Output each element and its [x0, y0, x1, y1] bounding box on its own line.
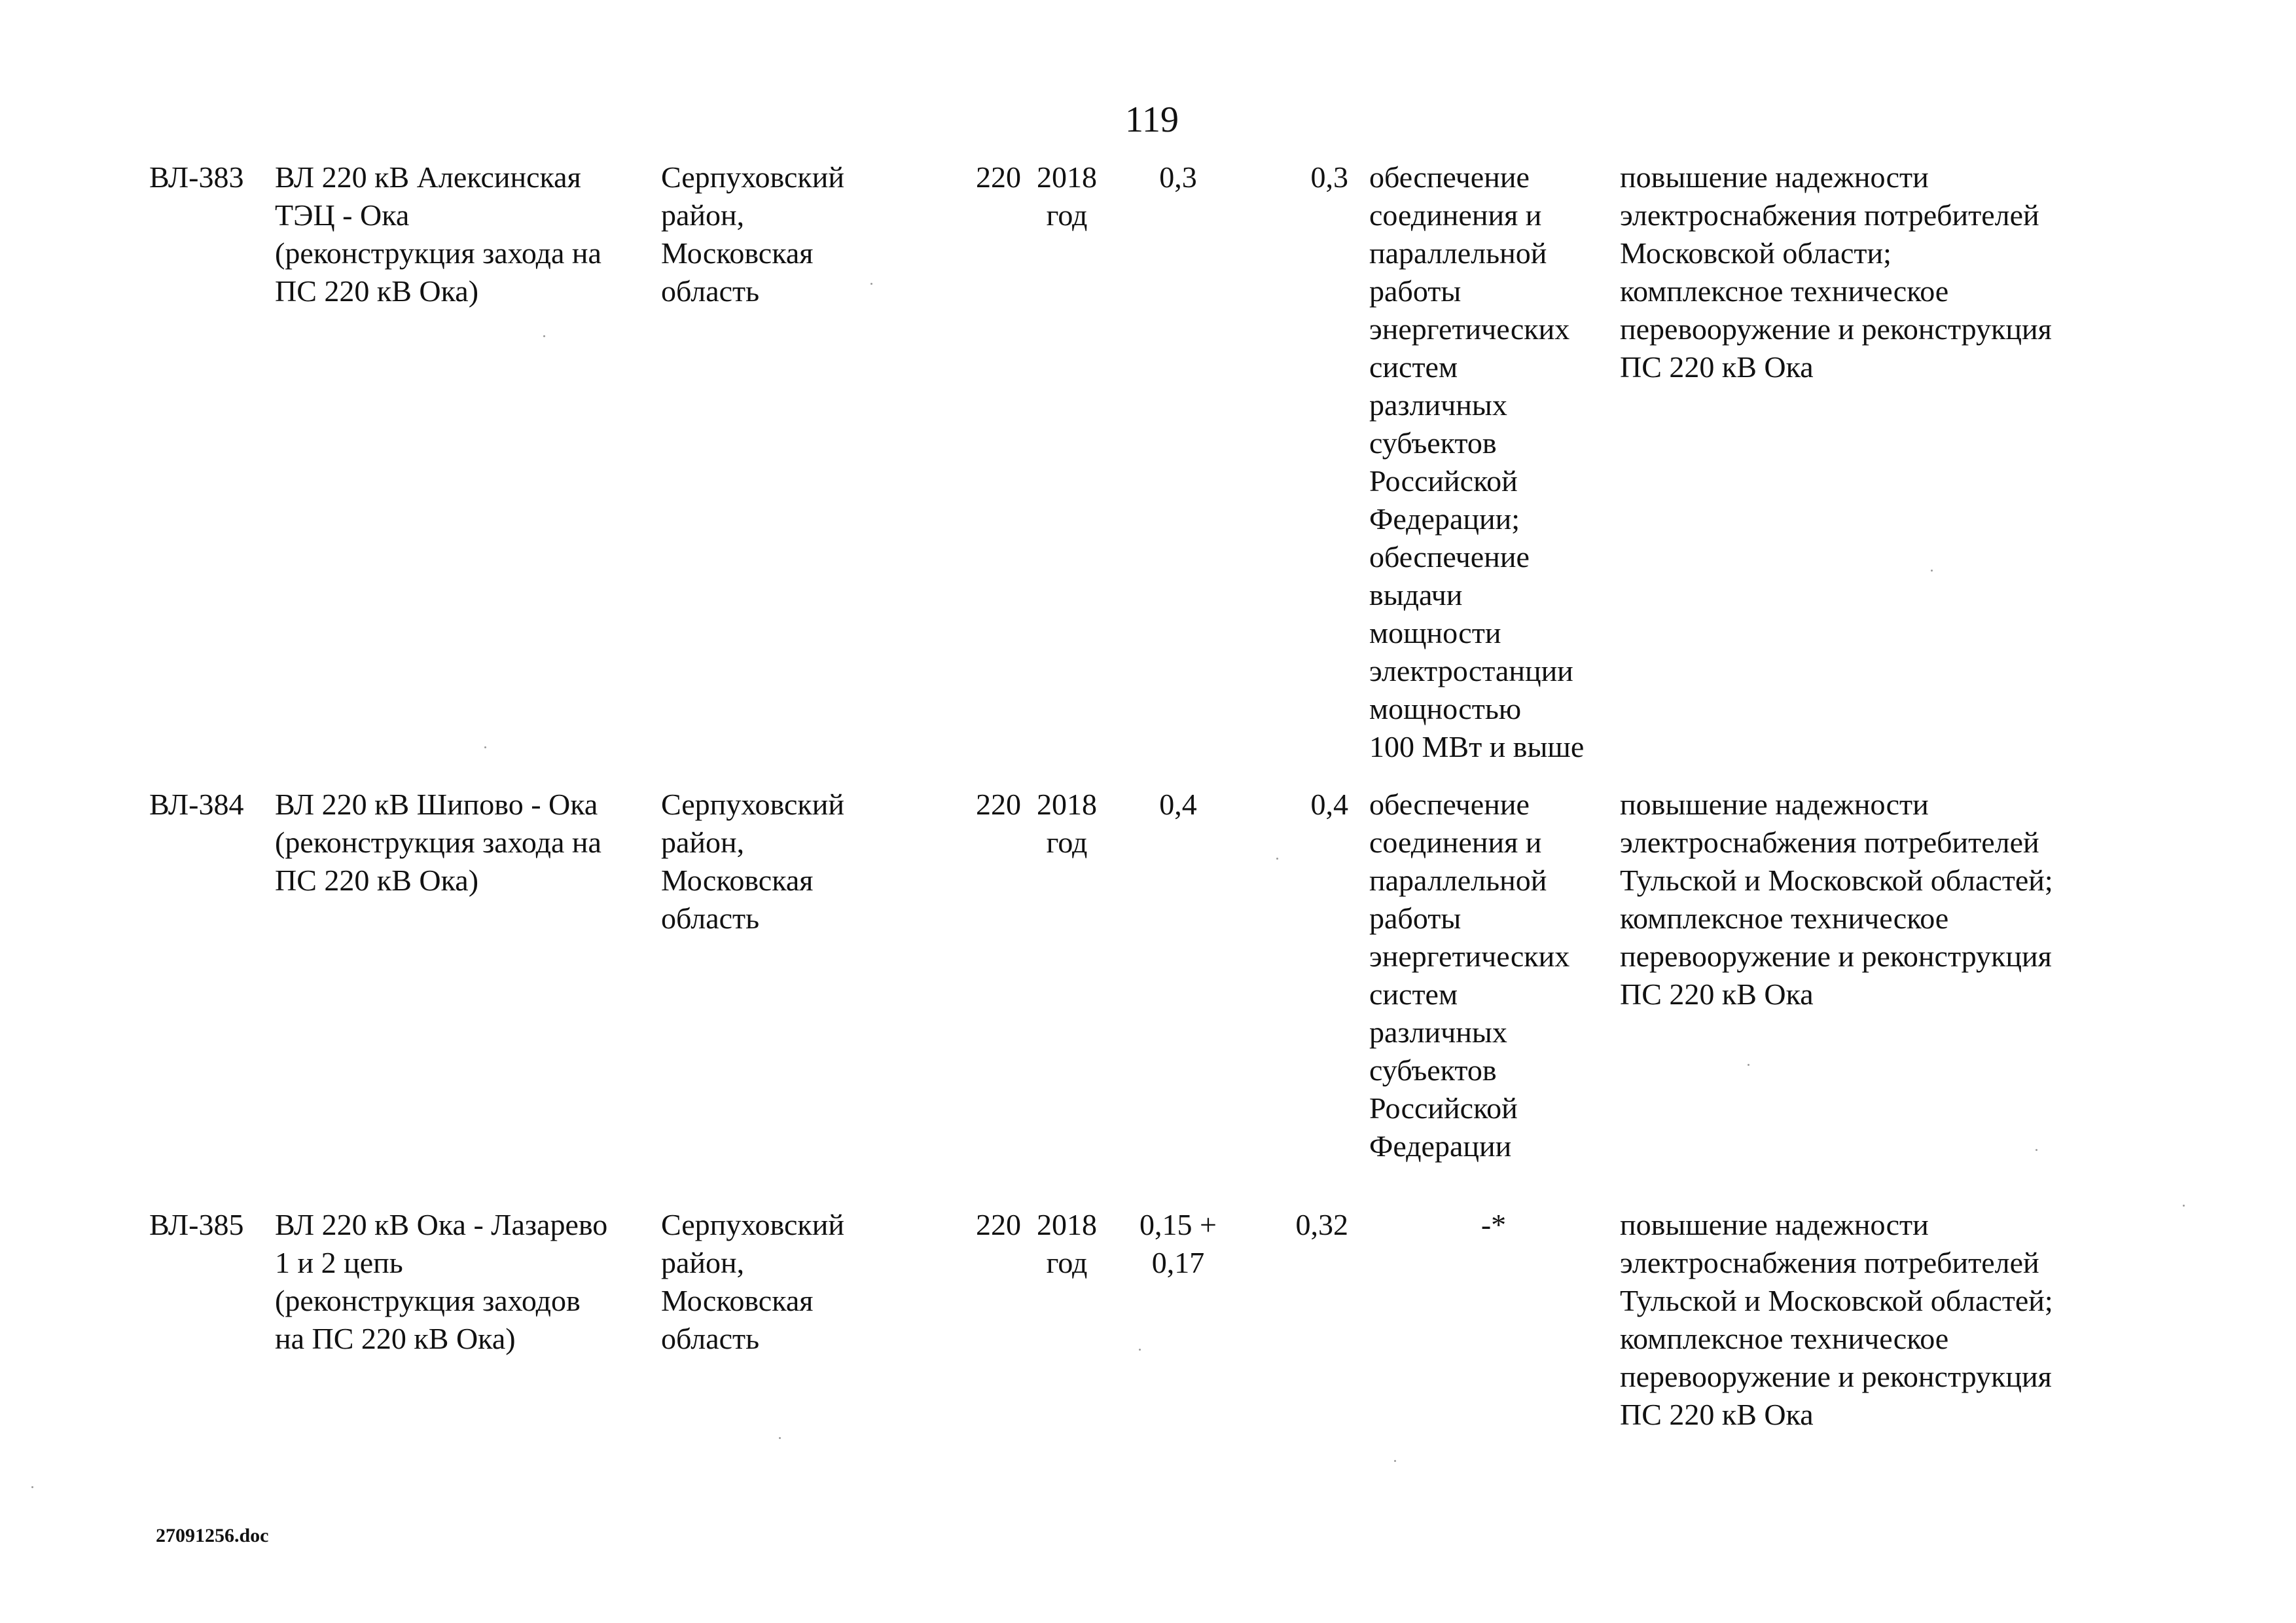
line-voltage: 220	[976, 788, 1021, 821]
scan-speck	[1276, 858, 1278, 860]
page-number: 119	[1125, 100, 1179, 140]
scan-speck	[31, 1486, 33, 1488]
line-code: ВЛ-383	[149, 160, 244, 194]
line-location: Серпуховский район, Московская область	[661, 788, 844, 935]
line-name: ВЛ 220 кВ Шипово - Ока (реконструкция захода на ПС 220 кВ Ока)	[275, 788, 601, 897]
line-purpose: -*	[1480, 1208, 1507, 1241]
line-voltage: 220	[976, 1208, 1021, 1241]
line-purpose: обеспечение соединения и параллельной работы энергетических систем различных субъектов Российской Федерации	[1369, 788, 1570, 1163]
line-length: 0,15 + 0,17	[1139, 1208, 1217, 1279]
line-length: 0,4	[1159, 788, 1197, 821]
scan-speck	[2183, 1205, 2185, 1207]
line-year: 2018 год	[1037, 788, 1097, 859]
line-total-length: 0,4	[1310, 788, 1348, 821]
line-purpose: обеспечение соединения и параллельной работы энергетических систем различных субъектов Российской Федерации; обеспечение выдачи мощности электростанции мощностью 100 МВт и выше	[1369, 160, 1585, 763]
scan-speck	[2036, 1149, 2037, 1151]
scan-speck	[1748, 1064, 1749, 1066]
file-name: 27091256.doc	[156, 1525, 269, 1546]
scan-speck	[779, 1437, 781, 1439]
line-goal: повышение надежности электроснабжения потребителей Московской области; комплексное техническое перевооружение и реконструкция ПС 220 кВ Ока	[1620, 160, 2052, 384]
line-goal: повышение надежности электроснабжения потребителей Тульской и Московской областей; комплексное техническое перевооружение и реконструкция ПС 220 кВ Ока	[1620, 1208, 2053, 1431]
scan-speck	[870, 283, 872, 285]
line-length: 0,3	[1159, 160, 1197, 194]
line-location: Серпуховский район, Московская область	[661, 160, 844, 308]
line-year: 2018 год	[1037, 160, 1097, 232]
line-total-length: 0,3	[1310, 160, 1348, 194]
scan-speck	[1931, 570, 1933, 572]
line-total-length: 0,32	[1295, 1208, 1348, 1241]
line-goal: повышение надежности электроснабжения потребителей Тульской и Московской областей; комплексное техническое перевооружение и реконструкция ПС 220 кВ Ока	[1620, 788, 2053, 1011]
line-name: ВЛ 220 кВ Алексинская ТЭЦ - Ока (реконструкция захода на ПС 220 кВ Ока)	[275, 160, 601, 308]
scan-speck	[543, 335, 545, 337]
line-year: 2018 год	[1037, 1208, 1097, 1279]
line-voltage: 220	[976, 160, 1021, 194]
scan-speck	[1394, 1460, 1396, 1462]
scan-speck	[484, 746, 486, 748]
scan-speck	[1139, 1349, 1141, 1351]
line-code: ВЛ-384	[149, 788, 244, 821]
line-code: ВЛ-385	[149, 1208, 244, 1241]
line-name: ВЛ 220 кВ Ока - Лазарево 1 и 2 цепь (реконструкция заходов на ПС 220 кВ Ока)	[275, 1208, 608, 1355]
line-location: Серпуховский район, Московская область	[661, 1208, 844, 1355]
